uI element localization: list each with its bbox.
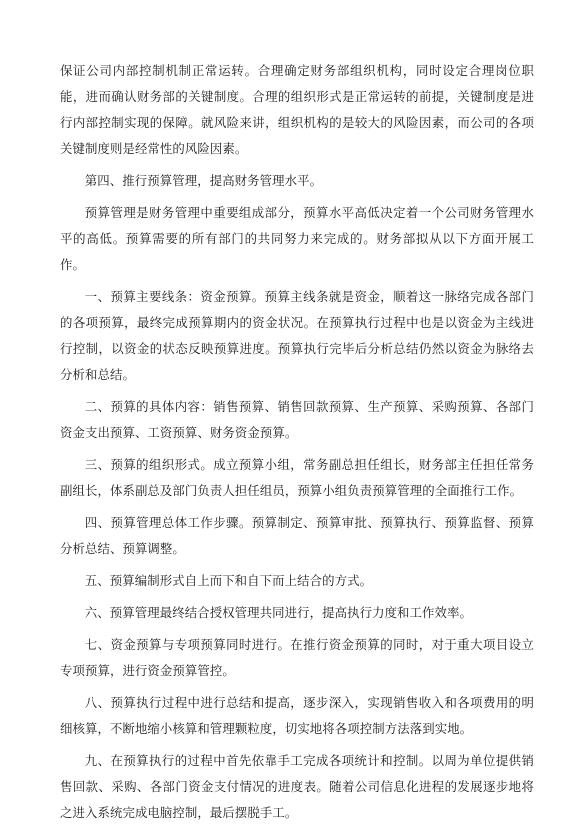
paragraph-continuation: 保证公司内部控制机制正常运转。合理确定财务部组织机构，同时设定合理岗位职能，进而确认财务部的关键制度。合理的组织形式是正常运转的前提，关键制度是进行内部控制实现的保障。就风险来讲，组织机构的是较大的风险因素，而公司的各项关键制度则是经常性的风险因素。 [60, 63, 534, 156]
list-item-1: 一、预算主要线条：资金预算。预算主线条就是资金，顺着这一脉络完成各部门的各项预算，最终完成预算期内的资金状况。在预算执行过程中也是以资金为主线进行控制，以资金的状态反映预算进度。预算执行完毕后分析总结仍然以资金为脉络去分析和总结。 [60, 289, 534, 382]
list-item-9: 九、在预算执行的过程中首先依靠手工完成各项统计和控制。以周为单位提供销售回款、采购、各部门资金支付情况的进度表。随着公司信息化进程的发展逐步地将之进入系统完成电脑控制，最后摆脱手工。 [60, 753, 534, 820]
list-item-2: 二、预算的具体内容：销售预算、销售回款预算、生产预算、采购预算、各部门资金支出预算、工资预算、财务资金预算。 [60, 399, 534, 440]
list-item-7: 七、资金预算与专项预算同时进行。在推行资金预算的同时，对于重大项目设立专项预算，进行资金预算管控。 [60, 637, 534, 678]
list-item-8: 八、预算执行过程中进行总结和提高，逐步深入，实现销售收入和各项费用的明细核算，不断地缩小核算和管理颗粒度，切实地将各项控制方法落到实地。 [60, 695, 534, 736]
list-item-6: 六、预算管理最终结合授权管理共同进行，提高执行力度和工作效率。 [84, 605, 473, 620]
list-item-3: 三、预算的组织形式。成立预算小组，常务副总担任组长，财务部主任担任常务副组长，体系副总及部门负责人担任组员，预算小组负责预算管理的全面推行工作。 [60, 457, 534, 498]
list-item-4: 四、预算管理总体工作步骤。预算制定、预算审批、预算执行、预算监督、预算分析总结、预算调整。 [60, 515, 534, 556]
paragraph-budget-intro: 预算管理是财务管理中重要组成部分，预算水平高低决定着一个公司财务管理水平的高低。预算需要的所有部门的共同努力来完成的。财务部拟从以下方面开展工作。 [60, 205, 534, 272]
list-item-5: 五、预算编制形式自上而下和自下而上结合的方式。 [84, 573, 373, 588]
section-heading-four: 第四、推行预算管理，提高财务管理水平。 [84, 173, 323, 188]
